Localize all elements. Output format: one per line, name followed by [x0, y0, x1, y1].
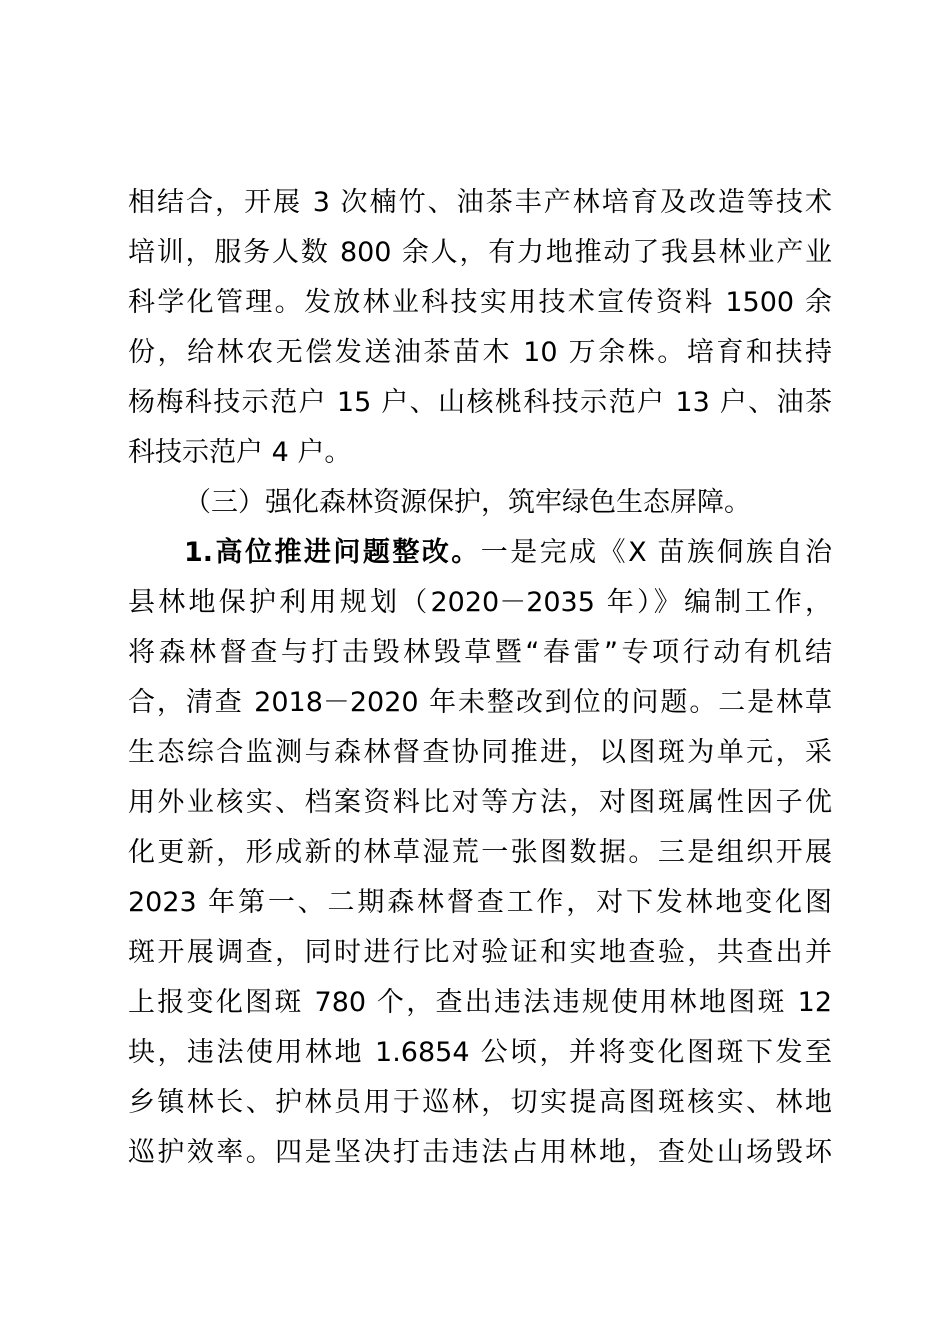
paragraph-line: 斑开展调查，同时进行比对验证和实地查验，共查出并: [128, 937, 832, 968]
paragraph-line: 杨梅科技示范户 15 户、山核桃科技示范户 13 户、油茶: [128, 387, 832, 418]
paragraph-line: 培训，服务人数 800 余人，有力地推动了我县林业产业: [128, 237, 832, 268]
paragraph-line: 乡镇林长、护林员用于巡林，切实提高图斑核实、林地: [128, 1087, 832, 1118]
paragraph-line: 科学化管理。发放林业科技实用技术宣传资料 1500 余: [128, 287, 832, 318]
paragraph-line: 合，清查 2018－2020 年未整改到位的问题。二是林草: [128, 687, 832, 718]
paragraph-line: 块，违法使用林地 1.6854 公顷，并将变化图斑下发至: [128, 1037, 832, 1068]
section-heading: （三）强化森林资源保护，筑牢绿色生态屏障。: [184, 487, 751, 518]
paragraph-line: 科技示范户 4 户。: [128, 437, 352, 468]
paragraph-line: 生态综合监测与森林督查协同推进，以图斑为单元，采: [128, 737, 832, 768]
body-text: [128, 178, 832, 1178]
item-first-line-text: 一是完成《X 苗族侗族自治: [480, 537, 832, 568]
item-first-line: [128, 528, 832, 578]
paragraph-line: 用外业核实、档案资料比对等方法，对图斑属性因子优: [128, 787, 832, 818]
paragraph-line: 化更新，形成新的林草湿荒一张图数据。三是组织开展: [128, 837, 832, 868]
paragraph-line: 县林地保护利用规划（2020－2035 年）》编制工作，: [128, 587, 832, 618]
paragraph-line: 份，给林农无偿发送油茶苗木 10 万余株。培育和扶持: [128, 337, 832, 368]
paragraph-line: 相结合，开展 3 次楠竹、油茶丰产林培育及改造等技术: [128, 187, 832, 218]
paragraph-line: 上报变化图斑 780 个，查出违法违规使用林地图斑 12: [128, 987, 832, 1018]
item-heading: 1.高位推进问题整改。: [184, 537, 481, 568]
paragraph-line: 巡护效率。四是坚决打击违法占用林地，查处山场毁坏: [128, 1137, 832, 1168]
paragraph-line: 将森林督查与打击毁林毁草暨“春雷”专项行动有机结: [128, 637, 832, 668]
paragraph-line: 2023 年第一、二期森林督查工作，对下发林地变化图: [128, 887, 832, 918]
